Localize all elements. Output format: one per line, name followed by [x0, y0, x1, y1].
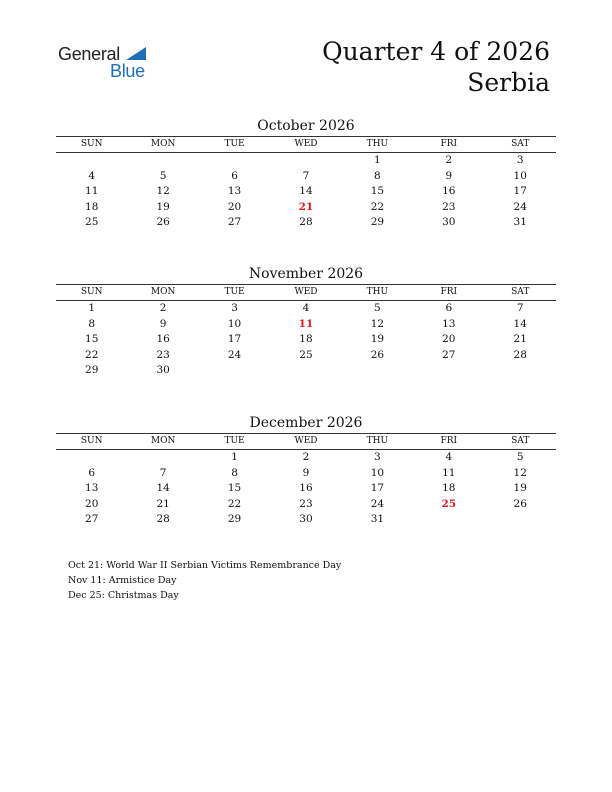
weekday-label: FRI [440, 139, 458, 149]
logo-blue-text: Blue [110, 61, 145, 81]
date-cell: 15 [370, 185, 385, 198]
date-cell: 26 [370, 348, 385, 361]
date-cell: 21 [513, 333, 527, 346]
date-cell: 5 [516, 451, 524, 463]
date-cell: 4 [302, 302, 310, 314]
date-cell: 6 [88, 466, 96, 479]
date-cell: 30 [299, 513, 313, 526]
date-cell: 12 [513, 466, 527, 479]
week-row [56, 497, 556, 513]
date-cell: 29 [227, 513, 242, 526]
week-row [56, 481, 556, 497]
generalblue-logo [58, 44, 168, 84]
date-cell: 7 [302, 169, 310, 182]
holiday-date-cell: 25 [441, 497, 457, 510]
date-cell: 23 [156, 348, 170, 361]
date-cell: 23 [299, 497, 313, 510]
holiday-date-cell: 21 [298, 200, 314, 213]
week-row [56, 466, 556, 482]
date-cell: 23 [442, 200, 456, 213]
date-cell: 13 [227, 185, 242, 198]
holiday-note: Nov 11: Armistice Day [68, 575, 177, 586]
date-cell: 13 [442, 317, 456, 330]
week-row [56, 332, 556, 348]
date-cell [270, 363, 341, 379]
date-cell: 9 [445, 169, 453, 182]
week-row [56, 301, 556, 317]
date-cell: 14 [299, 185, 313, 198]
weekday-label: TUE [224, 436, 245, 446]
date-cell: 20 [442, 333, 456, 346]
date-cell: 29 [370, 216, 385, 229]
week-row [56, 512, 556, 528]
country-title: Serbia [467, 68, 550, 97]
date-cell: 28 [513, 348, 527, 361]
date-cell: 26 [513, 497, 527, 510]
weekday-label: SAT [511, 287, 530, 297]
date-cell: 28 [156, 513, 170, 526]
date-cell: 19 [156, 200, 170, 213]
date-cell: 31 [513, 216, 527, 229]
weekday-label: TUE [224, 287, 245, 297]
date-cell [342, 363, 413, 379]
date-cell [199, 363, 270, 379]
date-cell: 9 [159, 317, 167, 330]
date-cell: 7 [516, 302, 524, 314]
date-cell: 25 [85, 216, 99, 229]
date-cell: 3 [374, 451, 381, 463]
weekday-label: FRI [440, 436, 458, 446]
date-cell: 14 [156, 482, 170, 495]
weekday-header-row [56, 285, 556, 300]
weekday-label: FRI [440, 287, 458, 297]
date-cell: 6 [231, 169, 238, 182]
date-cell: 22 [227, 497, 242, 510]
weekday-label: MON [150, 436, 176, 446]
date-cell: 21 [156, 497, 170, 510]
date-cell: 25 [299, 348, 313, 361]
week-row [56, 363, 556, 379]
date-cell: 22 [370, 200, 385, 213]
date-cell: 1 [88, 302, 96, 314]
date-cell: 18 [299, 333, 313, 346]
week-row [56, 169, 556, 185]
weekday-label: WED [294, 287, 318, 297]
month-title: October 2026 [257, 118, 355, 134]
weekday-label: WED [294, 139, 318, 149]
date-cell: 8 [231, 466, 238, 479]
date-cell [485, 363, 556, 379]
date-cell [199, 153, 270, 169]
date-cell: 7 [159, 466, 167, 479]
holiday-note: Oct 21: World War II Serbian Victims Remembrance Day [68, 560, 342, 571]
holiday-note: Dec 25: Christmas Day [68, 590, 179, 601]
date-cell: 30 [442, 216, 456, 229]
date-cell: 4 [88, 169, 96, 182]
date-cell: 1 [231, 451, 238, 463]
date-cell: 19 [370, 333, 385, 346]
date-cell: 19 [513, 482, 527, 495]
month-calendar [56, 264, 556, 379]
month-calendar [56, 116, 556, 231]
date-cell [413, 363, 484, 379]
date-cell: 16 [442, 185, 456, 198]
weekday-label: SAT [511, 139, 530, 149]
date-cell: 31 [370, 513, 385, 526]
weekday-label: TUE [224, 139, 245, 149]
holiday-notes [68, 558, 341, 603]
date-cell: 10 [370, 466, 385, 479]
date-cell: 24 [513, 200, 527, 213]
date-cell: 20 [85, 497, 99, 510]
date-cell: 3 [516, 154, 524, 166]
date-cell: 2 [159, 302, 167, 314]
date-cell [413, 512, 484, 528]
date-cell: 6 [445, 302, 453, 314]
month-calendar [56, 413, 556, 528]
week-row [56, 348, 556, 364]
date-cell: 18 [442, 482, 456, 495]
week-row [56, 215, 556, 231]
date-cell [485, 512, 556, 528]
weekday-label: SAT [511, 436, 530, 446]
date-cell: 14 [513, 317, 527, 330]
date-cell: 1 [374, 154, 381, 166]
week-row [56, 450, 556, 466]
week-row [56, 200, 556, 216]
month-title: December 2026 [249, 415, 363, 431]
date-cell: 5 [159, 169, 167, 182]
date-cell: 22 [85, 348, 99, 361]
logo-triangle-icon [126, 47, 146, 60]
weekday-header-row [56, 137, 556, 152]
date-cell: 16 [299, 482, 313, 495]
date-cell: 4 [445, 451, 453, 463]
week-row [56, 317, 556, 333]
date-cell [56, 153, 127, 169]
weekday-label: THU [366, 436, 389, 446]
weekday-label: THU [366, 287, 389, 297]
date-cell: 17 [227, 333, 242, 346]
date-cell: 8 [88, 317, 96, 330]
date-cell: 10 [513, 169, 527, 182]
date-cell: 17 [370, 482, 385, 495]
date-cell [127, 450, 198, 466]
weekday-label: THU [366, 139, 389, 149]
date-cell: 12 [156, 185, 170, 198]
date-cell: 27 [85, 513, 99, 526]
date-cell: 27 [227, 216, 242, 229]
week-row [56, 184, 556, 200]
date-cell: 10 [227, 317, 242, 330]
date-cell: 16 [156, 333, 170, 346]
date-cell: 28 [299, 216, 313, 229]
weekday-label: MON [150, 139, 176, 149]
month-title: November 2026 [248, 266, 364, 282]
date-cell: 8 [374, 169, 381, 182]
date-cell: 13 [85, 482, 99, 495]
date-cell: 17 [513, 185, 527, 198]
weekday-header-row [56, 434, 556, 449]
date-cell [56, 450, 127, 466]
weekday-label: SUN [80, 287, 103, 297]
date-cell: 3 [231, 302, 238, 314]
holiday-date-cell: 11 [298, 317, 314, 330]
date-cell: 5 [374, 302, 381, 314]
date-cell: 29 [85, 364, 99, 377]
date-cell: 15 [85, 333, 99, 346]
date-cell: 2 [302, 451, 310, 463]
date-cell: 26 [156, 216, 170, 229]
weekday-label: SUN [80, 436, 103, 446]
page-title [322, 36, 550, 98]
date-cell: 24 [227, 348, 242, 361]
quarter-title: Quarter 4 of 2026 [322, 37, 550, 66]
date-cell: 2 [445, 154, 453, 166]
date-cell: 9 [302, 466, 310, 479]
week-row [56, 153, 556, 169]
date-cell: 18 [85, 200, 99, 213]
date-cell: 15 [227, 482, 242, 495]
weekday-label: SUN [80, 139, 103, 149]
date-cell: 24 [370, 497, 385, 510]
date-cell: 27 [442, 348, 456, 361]
date-cell: 20 [227, 200, 242, 213]
date-cell [127, 153, 198, 169]
date-cell: 12 [370, 317, 385, 330]
weekday-label: WED [294, 436, 318, 446]
date-cell [270, 153, 341, 169]
date-cell: 30 [156, 364, 170, 377]
logo-general-text: General [58, 44, 120, 64]
date-cell: 11 [442, 466, 456, 479]
weekday-label: MON [150, 287, 176, 297]
date-cell: 11 [85, 185, 99, 198]
